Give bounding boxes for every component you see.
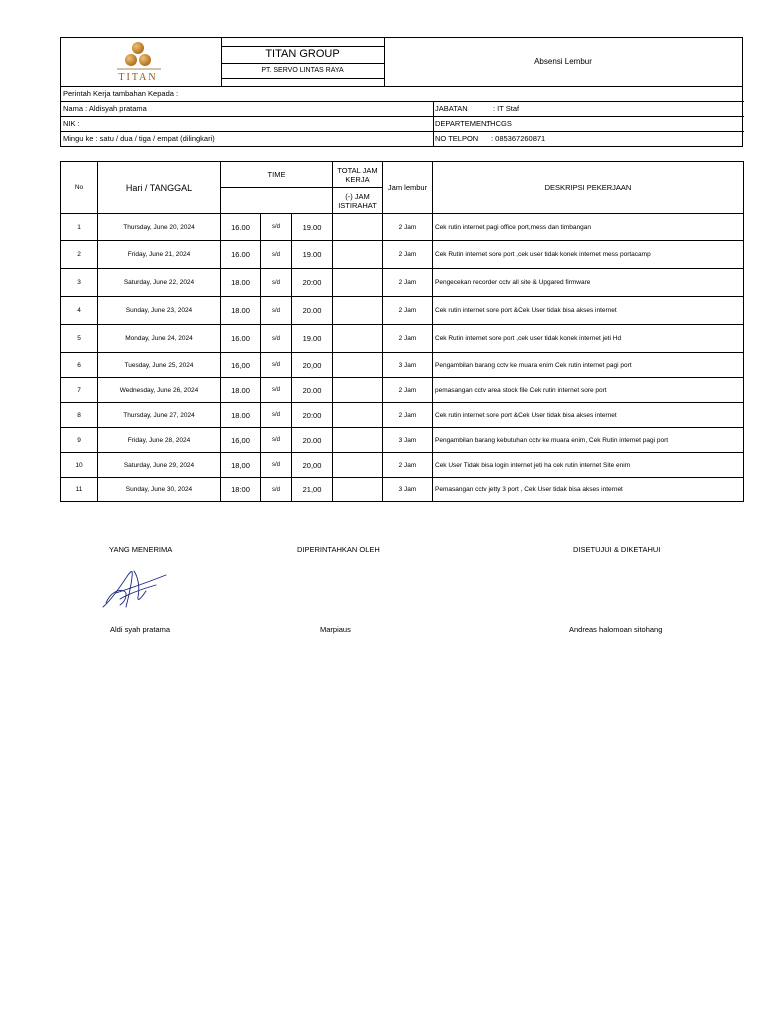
cell-no: 10 <box>61 453 98 478</box>
signature-image <box>98 563 173 613</box>
logo-cell <box>61 38 222 86</box>
cell-no: 7 <box>61 378 98 403</box>
company-cell <box>221 38 385 86</box>
cell-ot: 2 Jam <box>383 297 433 325</box>
cell-end: 20:00 <box>292 403 333 428</box>
header-overtime: Jam lembur <box>383 162 433 214</box>
cell-empty <box>333 428 383 453</box>
cell-empty <box>333 353 383 378</box>
table-row <box>61 378 744 403</box>
table-row <box>61 428 744 453</box>
company-subsidiary: PT. SERVO LINTAS RAYA <box>261 67 344 74</box>
cell-start: 18:00 <box>221 478 261 502</box>
cell-no: 4 <box>61 297 98 325</box>
cell-date: Friday, June 21, 2024 <box>98 241 221 269</box>
cell-start: 16.00 <box>221 325 261 353</box>
cell-start: 18.00 <box>221 269 261 297</box>
cell-no: 2 <box>61 241 98 269</box>
table-row <box>61 453 744 478</box>
cell-sd: s/d <box>261 353 292 378</box>
cell-no: 11 <box>61 478 98 502</box>
cell-desc: Pemasangan cctv jetty 3 port , Cek User tidak bisa akses internet <box>433 478 744 502</box>
cell-empty <box>333 241 383 269</box>
cell-date: Tuesday, June 25, 2024 <box>98 353 221 378</box>
cell-desc: Pengambilan barang kebutuhan cctv ke muara enim, Cek Rutin internet pagi port <box>433 428 744 453</box>
cell-start: 16.00 <box>221 241 261 269</box>
cell-ot: 2 Jam <box>383 214 433 241</box>
header-break: (-) JAM ISTIRAHAT <box>333 188 383 214</box>
company-name: TITAN GROUP <box>265 48 340 60</box>
cell-end: 19.00 <box>292 241 333 269</box>
cell-start: 18.00 <box>221 297 261 325</box>
cell-empty <box>333 214 383 241</box>
cell-sd: s/d <box>261 428 292 453</box>
table-row <box>61 297 744 325</box>
cell-sd: s/d <box>261 241 292 269</box>
ordered-name: Marpiaus <box>320 625 351 634</box>
cell-empty <box>333 478 383 502</box>
cell-start: 18.00 <box>221 378 261 403</box>
cell-date: Thursday, June 27, 2024 <box>98 403 221 428</box>
cell-end: 21,00 <box>292 478 333 502</box>
approved-name: Andreas halomoan sitohang <box>569 625 663 634</box>
table-header-row <box>61 162 744 188</box>
cell-desc: Cek Rutin internet sore port ,cek user tidak konek internet jeti Hd <box>433 325 744 353</box>
cell-start: 18.00 <box>221 403 261 428</box>
cell-sd: s/d <box>261 403 292 428</box>
cell-sd: s/d <box>261 214 292 241</box>
week-line: Mingu ke : satu / dua / tiga / empat (dilingkari) <box>63 134 215 143</box>
cell-no: 3 <box>61 269 98 297</box>
cell-ot: 2 Jam <box>383 453 433 478</box>
cell-end: 20.00 <box>292 297 333 325</box>
cell-ot: 2 Jam <box>383 269 433 297</box>
cell-desc: Cek rutin internet sore port &Cek User tidak bisa akses internet <box>433 403 744 428</box>
cell-sd: s/d <box>261 325 292 353</box>
cell-ot: 2 Jam <box>383 378 433 403</box>
cell-desc: Pengecekan recorder cctv all site & Upgared firmware <box>433 269 744 297</box>
cell-sd: s/d <box>261 478 292 502</box>
cell-date: Saturday, June 29, 2024 <box>98 453 221 478</box>
title-cell <box>384 38 742 86</box>
titan-logo <box>61 38 221 86</box>
jabatan-label: JABATAN <box>435 104 468 113</box>
cell-desc: Cek User Tidak bisa login internet jeti ha cek rutin internet Site enim <box>433 453 744 478</box>
cell-ot: 3 Jam <box>383 478 433 502</box>
cell-desc: Cek rutin internet pagi office port,mess dan timbangan <box>433 214 744 241</box>
cell-end: 20.00 <box>292 378 333 403</box>
document-header <box>60 37 743 87</box>
cell-empty <box>333 297 383 325</box>
cell-start: 16,00 <box>221 428 261 453</box>
cell-empty <box>333 403 383 428</box>
cell-ot: 3 Jam <box>383 353 433 378</box>
cell-empty <box>333 325 383 353</box>
cell-no: 9 <box>61 428 98 453</box>
dept-value: : HCGS <box>486 119 512 128</box>
cell-sd: s/d <box>261 269 292 297</box>
dept-label: DEPARTEMENT <box>435 119 491 128</box>
cell-sd: s/d <box>261 297 292 325</box>
order-label: Perintah Kerja tambahan Kepada : <box>63 89 179 98</box>
cell-desc: pemasangan cctv area stock file Cek rutin internet sore port <box>433 378 744 403</box>
phone-value: : 085367260871 <box>491 134 546 143</box>
header-total: TOTAL JAM KERJA <box>333 162 383 188</box>
cell-date: Monday, June 24, 2024 <box>98 325 221 353</box>
cell-end: 20:00 <box>292 269 333 297</box>
table-row <box>61 403 744 428</box>
jabatan-value: : IT Staf <box>493 104 520 113</box>
cell-ot: 2 Jam <box>383 403 433 428</box>
cell-date: Wednesday, June 26, 2024 <box>98 378 221 403</box>
received-name: Aldi syah pratama <box>110 625 171 634</box>
cell-sd: s/d <box>261 453 292 478</box>
table-row <box>61 353 744 378</box>
header-desc: DESKRIPSI PEKERJAAN <box>433 162 744 214</box>
table-row <box>61 325 744 353</box>
table-row <box>61 269 744 297</box>
employee-info <box>60 87 743 147</box>
nik-line: NIK : <box>63 119 80 128</box>
cell-end: 19.00 <box>292 325 333 353</box>
cell-date: Sunday, June 30, 2024 <box>98 478 221 502</box>
name-line: Nama : Aldisyah pratama <box>63 104 147 113</box>
cell-start: 16.00 <box>221 214 261 241</box>
cell-no: 8 <box>61 403 98 428</box>
cell-date: Thursday, June 20, 2024 <box>98 214 221 241</box>
cell-desc: Cek rutin internet sore port &Cek User tidak bisa akses internet <box>433 297 744 325</box>
cell-desc: Pengambilan barang cctv ke muara enim Cek rutin internet pagi port <box>433 353 744 378</box>
cell-sd: s/d <box>261 378 292 403</box>
approved-label: DISETUJUI & DIKETAHUI <box>573 545 661 554</box>
cell-no: 5 <box>61 325 98 353</box>
cell-empty <box>333 453 383 478</box>
cell-ot: 2 Jam <box>383 325 433 353</box>
cell-end: 20,00 <box>292 353 333 378</box>
cell-no: 1 <box>61 214 98 241</box>
ordered-label: DIPERINTAHKAN OLEH <box>297 545 380 554</box>
header-time: TIME <box>221 162 333 188</box>
cell-start: 16,00 <box>221 353 261 378</box>
table-row <box>61 241 744 269</box>
overtime-table <box>60 161 744 502</box>
cell-date: Friday, June 28, 2024 <box>98 428 221 453</box>
cell-date: Sunday, June 23, 2024 <box>98 297 221 325</box>
cell-end: 20,00 <box>292 453 333 478</box>
table-row <box>61 214 744 241</box>
received-label: YANG MENERIMA <box>109 545 173 554</box>
cell-desc: Cek Rutin internet sore port ,cek user tidak konek internet mess portacamp <box>433 241 744 269</box>
cell-date: Saturday, June 22, 2024 <box>98 269 221 297</box>
cell-empty <box>333 378 383 403</box>
cell-end: 19.00 <box>292 214 333 241</box>
cell-end: 20.00 <box>292 428 333 453</box>
cell-ot: 2 Jam <box>383 241 433 269</box>
phone-label: NO TELPON <box>435 134 479 143</box>
logo-text: TITAN <box>118 72 158 83</box>
cell-start: 18,00 <box>221 453 261 478</box>
table-row <box>61 478 744 502</box>
cell-empty <box>333 269 383 297</box>
cell-no: 6 <box>61 353 98 378</box>
document-title: Absensi Lembur <box>534 57 592 66</box>
header-no: No <box>61 162 98 214</box>
header-date: Hari / TANGGAL <box>98 162 221 214</box>
cell-ot: 3 Jam <box>383 428 433 453</box>
